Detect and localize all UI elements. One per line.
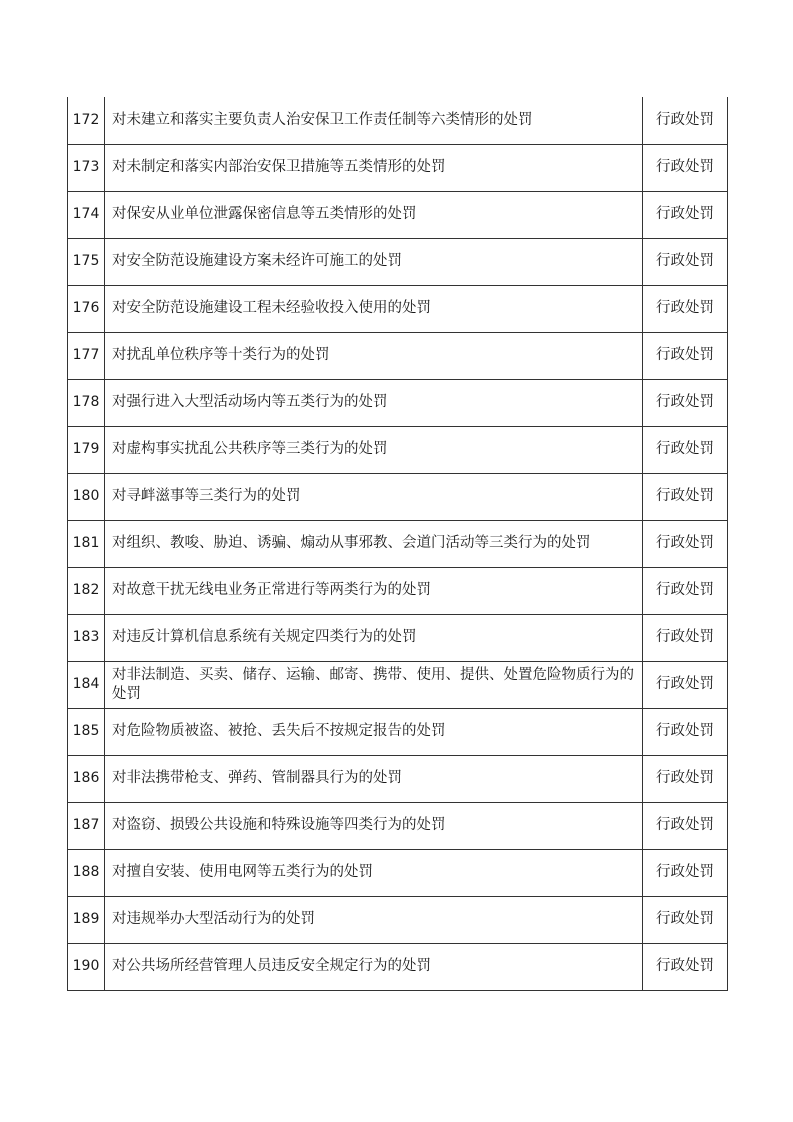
item-name: 对安全防范设施建设工程未经验收投入使用的处罚 [105,285,643,332]
table-row [68,849,728,896]
table-row [68,144,728,191]
item-name: 对组织、教唆、胁迫、诱骗、煽动从事邪教、会道门活动等三类行为的处罚 [105,520,643,567]
table-row [68,332,728,379]
item-type: 行政处罚 [643,661,728,708]
row-number: 185 [68,708,105,755]
item-name: 对寻衅滋事等三类行为的处罚 [105,473,643,520]
row-number: 188 [68,849,105,896]
row-number: 182 [68,567,105,614]
row-number: 187 [68,802,105,849]
row-number: 175 [68,238,105,285]
table-row [68,191,728,238]
row-number: 189 [68,896,105,943]
row-number: 178 [68,379,105,426]
item-name: 对违反计算机信息系统有关规定四类行为的处罚 [105,614,643,661]
table-row [68,755,728,802]
table-row [68,614,728,661]
table-row [68,567,728,614]
item-name: 对违规举办大型活动行为的处罚 [105,896,643,943]
item-type: 行政处罚 [643,614,728,661]
item-type: 行政处罚 [643,426,728,473]
item-type: 行政处罚 [643,567,728,614]
row-number: 180 [68,473,105,520]
item-type: 行政处罚 [643,191,728,238]
table-row [68,896,728,943]
item-name: 对安全防范设施建设方案未经许可施工的处罚 [105,238,643,285]
item-type: 行政处罚 [643,379,728,426]
row-number: 190 [68,943,105,990]
row-number: 174 [68,191,105,238]
row-number: 181 [68,520,105,567]
item-name: 对未制定和落实内部治安保卫措施等五类情形的处罚 [105,144,643,191]
penalty-table [67,97,728,991]
table-row [68,708,728,755]
table-row [68,520,728,567]
item-type: 行政处罚 [643,285,728,332]
item-type: 行政处罚 [643,802,728,849]
item-name: 对保安从业单位泄露保密信息等五类情形的处罚 [105,191,643,238]
item-name: 对非法制造、买卖、储存、运输、邮寄、携带、使用、提供、处置危险物质行为的处罚 [105,661,643,708]
item-name: 对未建立和落实主要负责人治安保卫工作责任制等六类情形的处罚 [105,97,643,144]
item-type: 行政处罚 [643,238,728,285]
table-row [68,661,728,708]
item-type: 行政处罚 [643,97,728,144]
row-number: 179 [68,426,105,473]
table-row [68,285,728,332]
row-number: 176 [68,285,105,332]
row-number: 183 [68,614,105,661]
item-type: 行政处罚 [643,849,728,896]
item-type: 行政处罚 [643,896,728,943]
table-row [68,238,728,285]
row-number: 172 [68,97,105,144]
item-name: 对擅自安装、使用电网等五类行为的处罚 [105,849,643,896]
table-row [68,97,728,144]
table-row [68,379,728,426]
item-type: 行政处罚 [643,708,728,755]
item-type: 行政处罚 [643,332,728,379]
table-row [68,426,728,473]
item-name: 对非法携带枪支、弹药、管制器具行为的处罚 [105,755,643,802]
penalty-table-container [67,97,727,991]
item-type: 行政处罚 [643,473,728,520]
table-row [68,802,728,849]
item-name: 对虚构事实扰乱公共秩序等三类行为的处罚 [105,426,643,473]
row-number: 173 [68,144,105,191]
item-type: 行政处罚 [643,755,728,802]
item-type: 行政处罚 [643,520,728,567]
item-name: 对盗窃、损毁公共设施和特殊设施等四类行为的处罚 [105,802,643,849]
row-number: 186 [68,755,105,802]
item-type: 行政处罚 [643,943,728,990]
row-number: 184 [68,661,105,708]
table-row [68,473,728,520]
item-name: 对公共场所经营管理人员违反安全规定行为的处罚 [105,943,643,990]
item-type: 行政处罚 [643,144,728,191]
item-name: 对扰乱单位秩序等十类行为的处罚 [105,332,643,379]
row-number: 177 [68,332,105,379]
item-name: 对强行进入大型活动场内等五类行为的处罚 [105,379,643,426]
table-row [68,943,728,990]
item-name: 对故意干扰无线电业务正常进行等两类行为的处罚 [105,567,643,614]
item-name: 对危险物质被盗、被抢、丢失后不按规定报告的处罚 [105,708,643,755]
